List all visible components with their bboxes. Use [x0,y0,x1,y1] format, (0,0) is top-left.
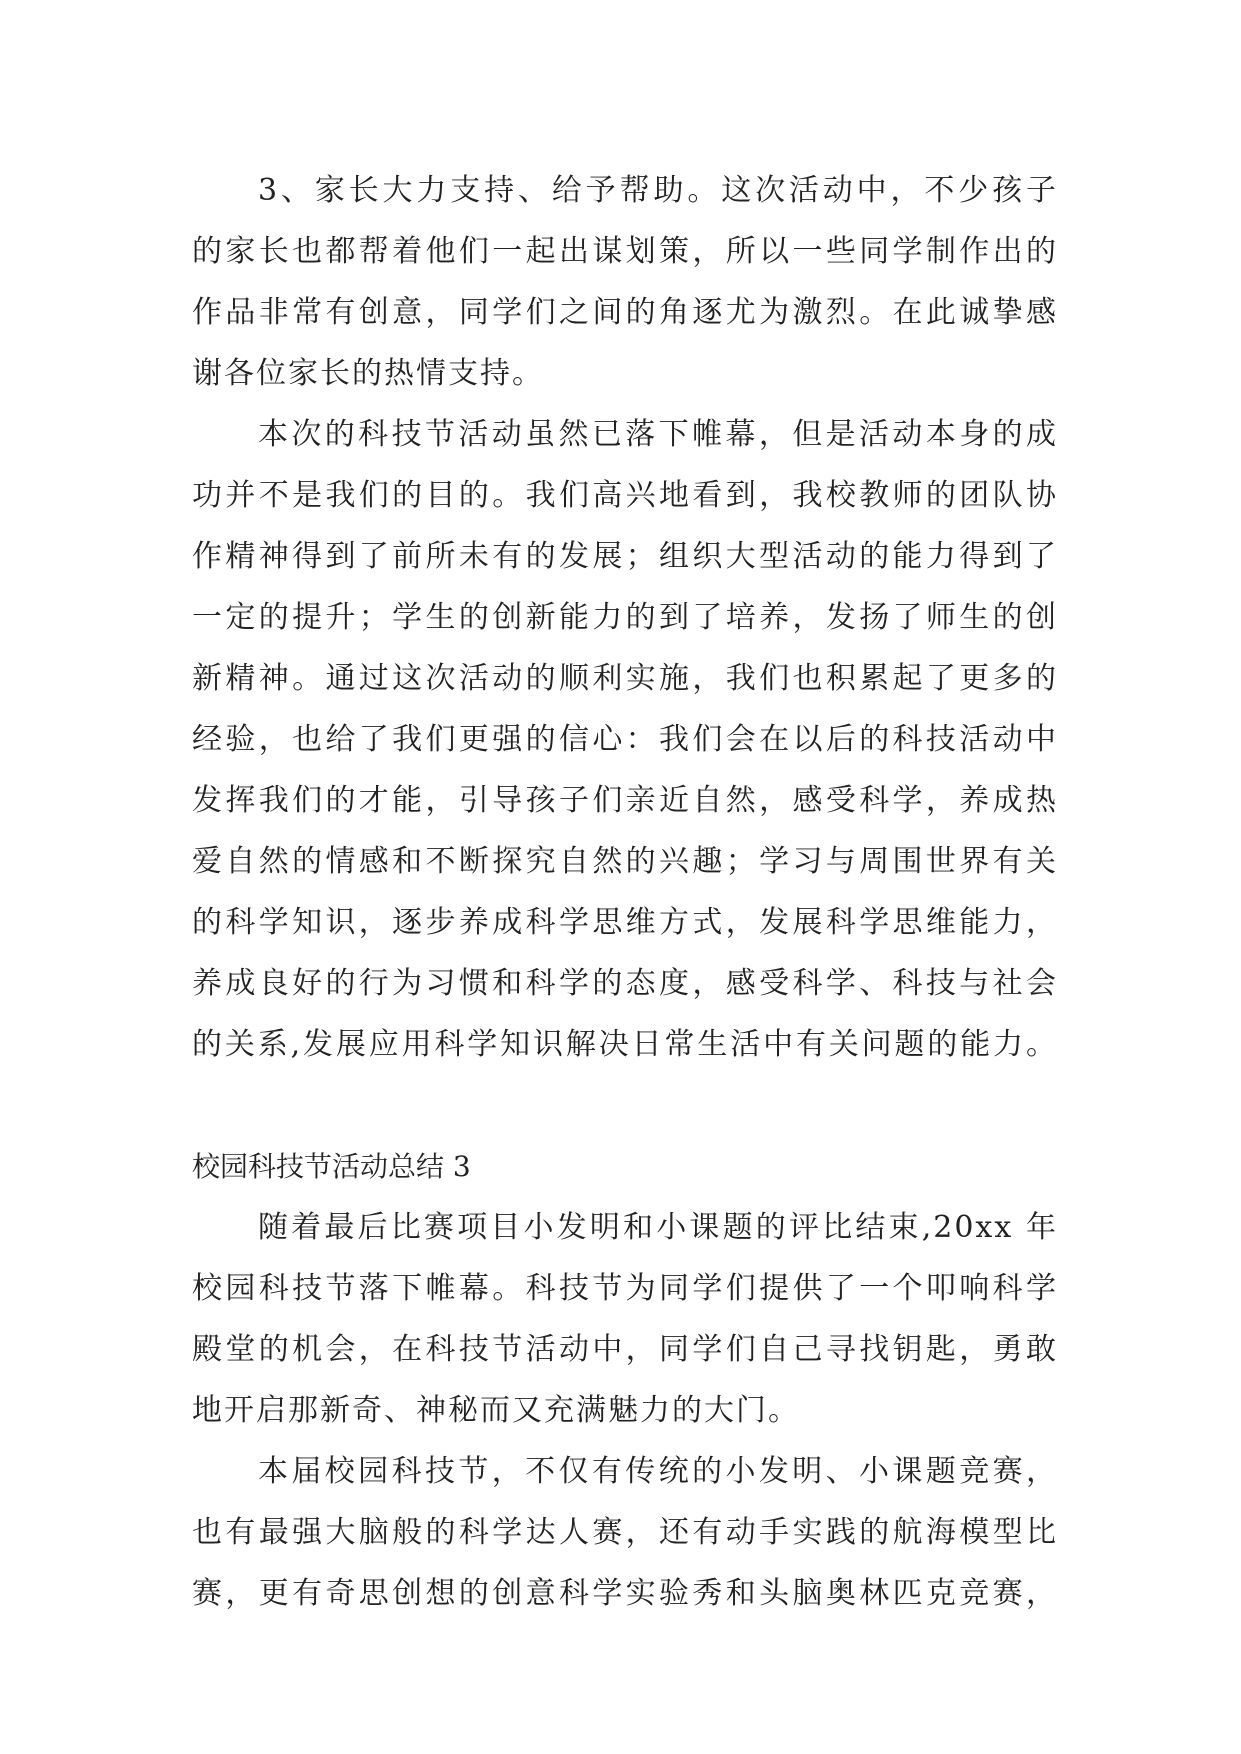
paragraph-festival-end [192,1197,1058,1441]
body-line: 新精神。通过这次活动的顺利实施，我们也积累起了更多的 [192,661,1058,696]
paragraph-parent-support [192,160,1058,404]
body-line: 地开启那新奇、神秘而又充满魅力的大门。 [192,1393,800,1428]
body-line: 谢各位家长的热情支持。 [192,356,544,391]
body-line: 作精神得到了前所未有的发展；组织大型活动的能力得到了 [192,539,1058,574]
body-line: 一定的提升；学生的创新能力的到了培养，发扬了师生的创 [192,600,1058,635]
body-line: 经验，也给了我们更强的信心：我们会在以后的科技活动中 [192,722,1058,757]
document-body [192,160,1058,1624]
body-line: 功并不是我们的目的。我们高兴地看到，我校教师的团队协 [192,478,1058,513]
body-line: 作品非常有创意，同学们之间的角逐尤为激烈。在此诚挚感 [192,295,1058,330]
blank-line [192,1075,1058,1136]
paragraph-conclusion [192,404,1058,1075]
body-line: 的关系,发展应用科学知识解决日常生活中有关问题的能力。 [192,1027,1058,1062]
body-line: 校园科技节落下帷幕。科技节为同学们提供了一个叩响科学 [192,1271,1058,1306]
body-line: 爱自然的情感和不断探究自然的兴趣；学习与周围世界有关 [192,844,1058,879]
body-line: 赛，更有奇思创想的创意科学实验秀和头脑奥林匹克竞赛， [192,1576,1058,1611]
body-line: 发挥我们的才能，引导孩子们亲近自然，感受科学，养成热 [192,783,1058,818]
paragraph-festival-events [192,1441,1058,1624]
section-heading: 校园科技节活动总结 3 [192,1150,471,1183]
body-line: 本届校园科技节，不仅有传统的小发明、小课题竞赛， [258,1454,1058,1489]
body-line: 殿堂的机会，在科技节活动中，同学们自己寻找钥匙，勇敢 [192,1332,1058,1367]
body-line: 3、家长大力支持、给予帮助。这次活动中，不少孩子 [258,173,1058,208]
body-line: 养成良好的行为习惯和科学的态度，感受科学、科技与社会 [192,966,1058,1001]
body-line: 本次的科技节活动虽然已落下帷幕，但是活动本身的成 [258,417,1058,452]
body-line: 随着最后比赛项目小发明和小课题的评比结束,20xx 年 [258,1210,1058,1245]
body-line: 的科学知识，逐步养成科学思维方式，发展科学思维能力， [192,905,1058,940]
body-line: 也有最强大脑般的科学达人赛，还有动手实践的航海模型比 [192,1515,1058,1550]
body-line: 的家长也都帮着他们一起出谋划策，所以一些同学制作出的 [192,234,1058,269]
